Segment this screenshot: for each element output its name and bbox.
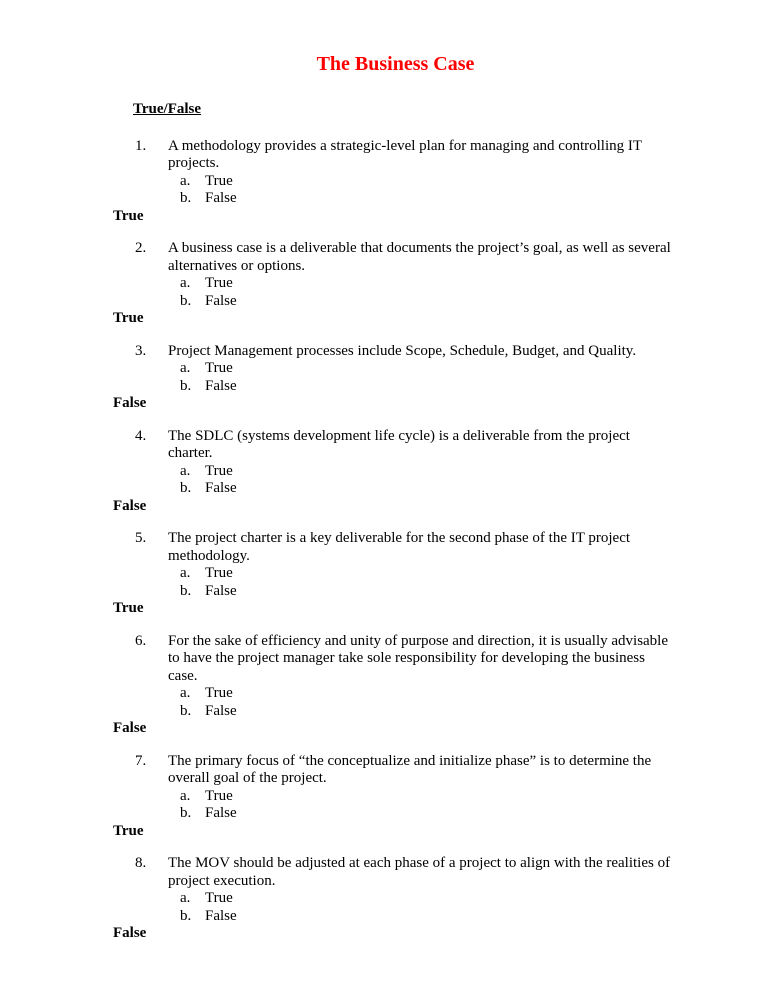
question-block-4	[113, 428, 678, 516]
answer-text: True	[113, 310, 144, 326]
option-label: b.	[180, 907, 192, 924]
answer-text: False	[113, 395, 147, 411]
option-row	[180, 378, 678, 396]
option-row	[180, 703, 678, 721]
question-block-5	[113, 530, 678, 618]
option-row	[180, 890, 678, 908]
question-text: The MOV should be adjusted at each phase of a project to align with the realities of project execution.	[168, 855, 671, 889]
question-text: A methodology provides a strategic-level plan for managing and controlling IT projects.	[168, 137, 642, 171]
question-number: 6.	[135, 632, 147, 649]
question-number: 1.	[135, 137, 147, 154]
question-list	[113, 138, 678, 943]
question-block-7	[113, 753, 678, 841]
option-row	[180, 565, 678, 583]
option-false: False	[205, 190, 237, 206]
option-label: a.	[180, 685, 191, 701]
option-label: a.	[180, 360, 191, 376]
option-true: True	[205, 172, 233, 189]
option-row	[180, 190, 678, 208]
option-true: True	[205, 787, 233, 804]
option-label: b.	[180, 582, 192, 599]
answer-text: True	[113, 600, 144, 616]
option-label: a.	[180, 787, 191, 804]
question-block-2	[113, 240, 678, 328]
option-row	[180, 293, 678, 311]
option-row	[180, 805, 678, 823]
answer-text: False	[113, 720, 147, 736]
option-label: b.	[180, 702, 192, 719]
option-true: True	[205, 462, 233, 479]
question-text: The SDLC (systems development life cycle) is a deliverable from the project charter.	[168, 427, 630, 461]
question-text: A business case is a deliverable that documents the project’s goal, as well as several alternatives or options.	[168, 240, 671, 274]
option-row	[180, 480, 678, 498]
question-number: 3.	[135, 342, 147, 359]
question-text: Project Management processes include Scope, Schedule, Budget, and Quality.	[168, 342, 637, 359]
question-number: 7.	[135, 752, 147, 769]
option-false: False	[205, 805, 237, 821]
option-row	[180, 173, 678, 191]
option-false: False	[205, 480, 237, 496]
option-row	[180, 275, 678, 293]
option-label: a.	[180, 172, 191, 189]
option-label: a.	[180, 890, 191, 906]
question-text: For the sake of efficiency and unity of purpose and direction, it is usually advisable to have the project manager take sole responsibility for developing the business case.	[168, 632, 669, 684]
option-true: True	[205, 565, 233, 581]
option-row	[180, 685, 678, 703]
option-false: False	[205, 907, 237, 924]
question-block-1	[113, 138, 678, 226]
option-row	[180, 463, 678, 481]
option-label: b.	[180, 292, 192, 309]
question-number: 8.	[135, 855, 147, 871]
section-heading: True/False	[133, 101, 202, 117]
option-label: a.	[180, 275, 191, 291]
question-block-8	[113, 855, 678, 943]
option-false: False	[205, 582, 237, 599]
option-false: False	[205, 292, 237, 309]
option-label: a.	[180, 565, 191, 581]
answer-text: False	[113, 925, 147, 941]
option-row	[180, 908, 678, 926]
question-block-3	[113, 343, 678, 413]
option-label: b.	[180, 480, 192, 496]
answer-text: True	[113, 822, 144, 839]
option-row	[180, 360, 678, 378]
option-row	[180, 788, 678, 806]
question-text: The project charter is a key deliverable for the second phase of the IT project methodology.	[168, 530, 631, 564]
option-true: True	[205, 685, 233, 701]
answer-text: True	[113, 207, 144, 224]
option-label: b.	[180, 190, 192, 206]
option-false: False	[205, 702, 237, 719]
answer-text: False	[113, 497, 147, 514]
option-label: b.	[180, 805, 192, 821]
option-true: True	[205, 890, 233, 906]
question-number: 4.	[135, 427, 147, 444]
option-true: True	[205, 360, 233, 376]
option-false: False	[205, 377, 237, 394]
question-text: The primary focus of “the conceptualize and initialize phase” is to determine the overall goal of the project.	[168, 752, 652, 786]
document-title: The Business Case	[316, 53, 475, 75]
option-label: b.	[180, 377, 192, 394]
option-row	[180, 583, 678, 601]
question-number: 2.	[135, 240, 147, 256]
question-number: 5.	[135, 530, 147, 546]
question-block-6	[113, 633, 678, 738]
option-true: True	[205, 275, 233, 291]
option-label: a.	[180, 462, 191, 479]
